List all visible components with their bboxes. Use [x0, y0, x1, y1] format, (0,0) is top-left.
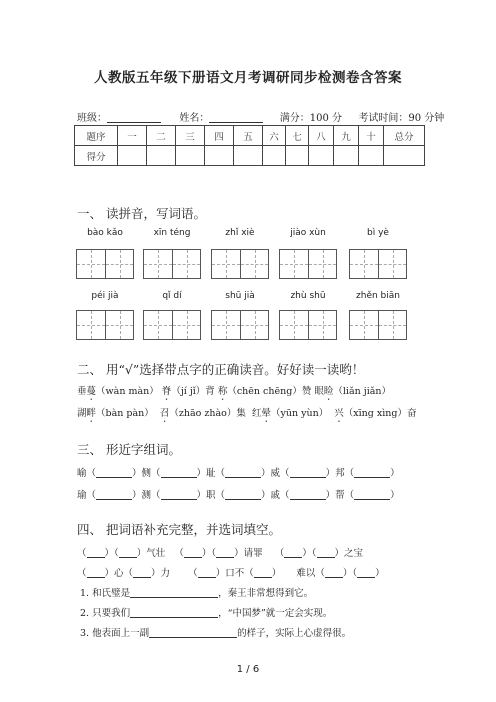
question-text: 的样子，实际上心虚得很。	[237, 628, 352, 639]
score-head-cell: 二	[147, 126, 176, 146]
section-4-idiom-line-1	[77, 545, 363, 559]
score-cell[interactable]	[334, 146, 359, 166]
reading-options[interactable]: （liǎn jiǎn）	[333, 386, 392, 397]
score-cell[interactable]	[118, 146, 147, 166]
bracket: （	[77, 548, 87, 559]
score-table-score-row	[75, 146, 425, 166]
bracket: （	[274, 548, 285, 559]
char-prompt: ）职（	[196, 490, 226, 501]
score-cell[interactable]	[384, 146, 425, 166]
full-score: 满分：100 分	[279, 113, 343, 124]
class-label: 班级：	[77, 113, 107, 124]
section-4-heading: 四、 把词语补充完整，并选词填空。	[77, 522, 281, 537]
reading-options[interactable]: （jí jǐ）背	[171, 386, 215, 397]
section-3-heading: 三、 形近字组词。	[77, 442, 181, 457]
tianzige-cell[interactable]	[212, 250, 240, 278]
answer-blank[interactable]	[87, 567, 105, 578]
reading-options[interactable]: （yūn yùn）	[270, 408, 329, 419]
idiom-part: ）请罪	[234, 548, 263, 559]
char-prompt: ）耻（	[196, 468, 226, 479]
tianzige-cell[interactable]	[105, 250, 133, 278]
page-title: 人教版五年级下册语文月考调研同步检测卷含答案	[94, 70, 402, 86]
idiom-part: ）之宝	[334, 548, 364, 559]
idiom-part: ）气壮	[136, 548, 166, 559]
dotted-char: 畔	[86, 408, 97, 419]
answer-blank[interactable]	[119, 547, 137, 558]
answer-blank[interactable]	[130, 587, 218, 598]
score-head-cell: 题序	[75, 126, 118, 146]
answer-blank[interactable]	[354, 467, 390, 478]
bracket: （	[77, 568, 87, 579]
word-char: 湖	[77, 408, 87, 419]
tianzige-box[interactable]	[143, 249, 201, 279]
info-line	[77, 109, 444, 124]
score-head-cell: 四	[205, 126, 234, 146]
section-2-line-1	[77, 383, 391, 403]
bracket: ）	[375, 568, 385, 579]
tianzige-cell[interactable]	[280, 250, 308, 278]
tianzige-box[interactable]	[349, 249, 407, 279]
answer-blank[interactable]	[254, 567, 272, 578]
dotted-char: 蔓	[86, 386, 97, 397]
score-row-label: 得分	[75, 146, 118, 166]
answer-blank[interactable]	[161, 489, 197, 500]
answer-blank[interactable]	[225, 467, 261, 478]
question-text: ，“中国梦”就一定会实现。	[218, 608, 333, 619]
answer-blank[interactable]	[290, 467, 326, 478]
idiom-part: ）力	[151, 568, 171, 579]
bracket: ）	[271, 568, 282, 579]
tianzige-cell[interactable]	[77, 311, 105, 339]
score-head-cell: 一	[118, 126, 147, 146]
score-head-cell: 九	[334, 126, 359, 146]
answer-blank[interactable]	[290, 489, 326, 500]
tianzige-box[interactable]	[76, 310, 134, 340]
exam-time: 考试时间：90 分钟	[358, 113, 445, 124]
answer-blank[interactable]	[357, 567, 375, 578]
score-head-cell: 三	[176, 126, 205, 146]
idiom-part: ）口不（	[215, 568, 254, 579]
section-2-line-2	[77, 405, 416, 425]
reading-options[interactable]: （chēn chēng）赞	[227, 386, 312, 397]
tianzige-cell[interactable]	[378, 250, 406, 278]
page-number: 1 / 6	[236, 664, 260, 675]
pinyin-label: zhǐ xiè	[225, 228, 255, 238]
pinyin-label: xīn téng	[153, 228, 191, 238]
pinyin-label: bào kǎo	[87, 228, 123, 238]
answer-blank[interactable]	[354, 489, 390, 500]
score-head-cell: 六	[263, 126, 286, 146]
score-cell[interactable]	[147, 146, 176, 166]
char-prompt: ）戚（	[261, 490, 290, 501]
char-prompt: ）威（	[261, 468, 290, 479]
bracket: （	[174, 548, 184, 559]
score-table-header-row	[75, 126, 425, 146]
answer-blank[interactable]	[216, 547, 234, 558]
char-prompt: ）帮（	[325, 490, 355, 501]
word-char: 垂	[77, 386, 87, 397]
pinyin-label: zhěn biān	[356, 291, 400, 301]
reading-options[interactable]: （zhāo zhào）集	[169, 408, 246, 419]
tianzige-cell[interactable]	[308, 250, 336, 278]
section-4-idiom-line-2	[77, 565, 385, 579]
bracket: ）（	[104, 548, 119, 559]
score-cell[interactable]	[286, 146, 309, 166]
reading-options[interactable]: （xīng xìng）奋	[343, 408, 417, 419]
tianzige-cell[interactable]	[77, 250, 105, 278]
idiom-part: 难以（	[296, 568, 325, 579]
tianzige-cell[interactable]	[308, 311, 336, 339]
bracket: （	[188, 568, 198, 579]
tianzige-cell[interactable]	[172, 250, 200, 278]
bracket: ）（	[302, 548, 317, 559]
question-text: ，秦王非常想得到它。	[218, 588, 314, 599]
question-3	[80, 625, 351, 639]
score-head-cell: 八	[309, 126, 334, 146]
dotted-char: 兴	[334, 408, 344, 419]
score-cell[interactable]	[359, 146, 384, 166]
char-prompt: 喻（	[77, 468, 97, 479]
tianzige-box[interactable]	[143, 310, 201, 340]
dotted-char: 召	[159, 408, 170, 419]
dotted-char: 睑	[323, 386, 334, 397]
char-prompt: 瑜（	[77, 490, 97, 501]
tianzige-cell[interactable]	[280, 311, 308, 339]
answer-blank[interactable]	[96, 489, 132, 500]
char-prompt: ）侧（	[132, 468, 161, 479]
char-prompt: ）	[390, 468, 400, 479]
word-char: 眼	[314, 386, 324, 397]
question-text: 3. 他表面上一副	[80, 628, 150, 639]
tianzige-box[interactable]	[76, 249, 134, 279]
tianzige-cell[interactable]	[172, 311, 200, 339]
dotted-char: 脊	[161, 386, 172, 397]
char-prompt: ）邦（	[325, 468, 355, 479]
score-cell[interactable]	[263, 146, 286, 166]
char-prompt: ）测（	[132, 490, 161, 501]
section-2-heading: 二、 用“√”选择带点字的正确读音。好好读一读哟！	[77, 362, 365, 377]
score-cell[interactable]	[234, 146, 263, 166]
tianzige-cell[interactable]	[240, 311, 268, 339]
answer-blank[interactable]	[184, 547, 202, 558]
answer-blank[interactable]	[284, 547, 302, 558]
section-3-line-1	[77, 465, 400, 479]
score-head-cell: 十	[359, 126, 384, 146]
section-3-line-2	[77, 487, 400, 501]
reading-options[interactable]: （bàn pàn）	[96, 408, 154, 419]
tianzige-cell[interactable]	[240, 250, 268, 278]
pinyin-label: shū jià	[225, 291, 255, 301]
char-prompt: ）	[390, 490, 400, 501]
tianzige-cell[interactable]	[144, 311, 172, 339]
score-table	[74, 125, 425, 166]
pinyin-label: qǐ dí	[162, 291, 182, 301]
score-head-cell: 五	[234, 126, 263, 146]
pinyin-label: bì yè	[367, 228, 389, 238]
answer-blank[interactable]	[149, 627, 237, 638]
class-blank[interactable]	[107, 112, 161, 123]
tianzige-cell[interactable]	[105, 311, 133, 339]
answer-blank[interactable]	[130, 607, 218, 618]
answer-blank[interactable]	[87, 547, 105, 558]
bracket: ）（	[201, 548, 217, 559]
score-cell[interactable]	[205, 146, 234, 166]
score-cell[interactable]	[309, 146, 334, 166]
question-2	[80, 605, 332, 619]
tianzige-cell[interactable]	[212, 311, 240, 339]
tianzige-box[interactable]	[211, 249, 269, 279]
answer-blank[interactable]	[225, 489, 261, 500]
answer-blank[interactable]	[96, 467, 132, 478]
answer-blank[interactable]	[317, 547, 335, 558]
dotted-char: 称	[217, 386, 228, 397]
question-1	[80, 585, 313, 599]
answer-blank[interactable]	[325, 567, 343, 578]
dotted-char: 晕	[261, 408, 271, 419]
name-label: 姓名：	[179, 113, 210, 124]
bracket: ）（	[342, 568, 358, 579]
word-char: 红	[251, 408, 262, 419]
idiom-part: ）心（	[104, 568, 134, 579]
pinyin-label: zhù shū	[290, 291, 326, 301]
score-cell[interactable]	[176, 146, 205, 166]
tianzige-box[interactable]	[279, 249, 337, 279]
pinyin-label: péi jià	[91, 291, 119, 301]
name-blank[interactable]	[209, 112, 263, 123]
answer-blank[interactable]	[198, 567, 216, 578]
section-1-heading: 一、 读拼音，写词语。	[77, 206, 206, 221]
question-text: 1. 和氏璧是	[80, 588, 131, 599]
score-head-cell: 七	[286, 126, 309, 146]
question-text: 2. 只要我们	[80, 608, 131, 619]
tianzige-cell[interactable]	[350, 311, 378, 339]
tianzige-cell[interactable]	[378, 311, 406, 339]
tianzige-cell[interactable]	[350, 250, 378, 278]
score-head-cell: 总分	[384, 126, 425, 146]
tianzige-cell[interactable]	[144, 250, 172, 278]
reading-options[interactable]: （wàn màn）	[96, 386, 159, 397]
tianzige-box[interactable]	[211, 310, 269, 340]
answer-blank[interactable]	[133, 567, 151, 578]
tianzige-box[interactable]	[349, 310, 407, 340]
answer-blank[interactable]	[161, 467, 197, 478]
tianzige-box[interactable]	[279, 310, 337, 340]
pinyin-label: jiào xùn	[290, 228, 326, 238]
